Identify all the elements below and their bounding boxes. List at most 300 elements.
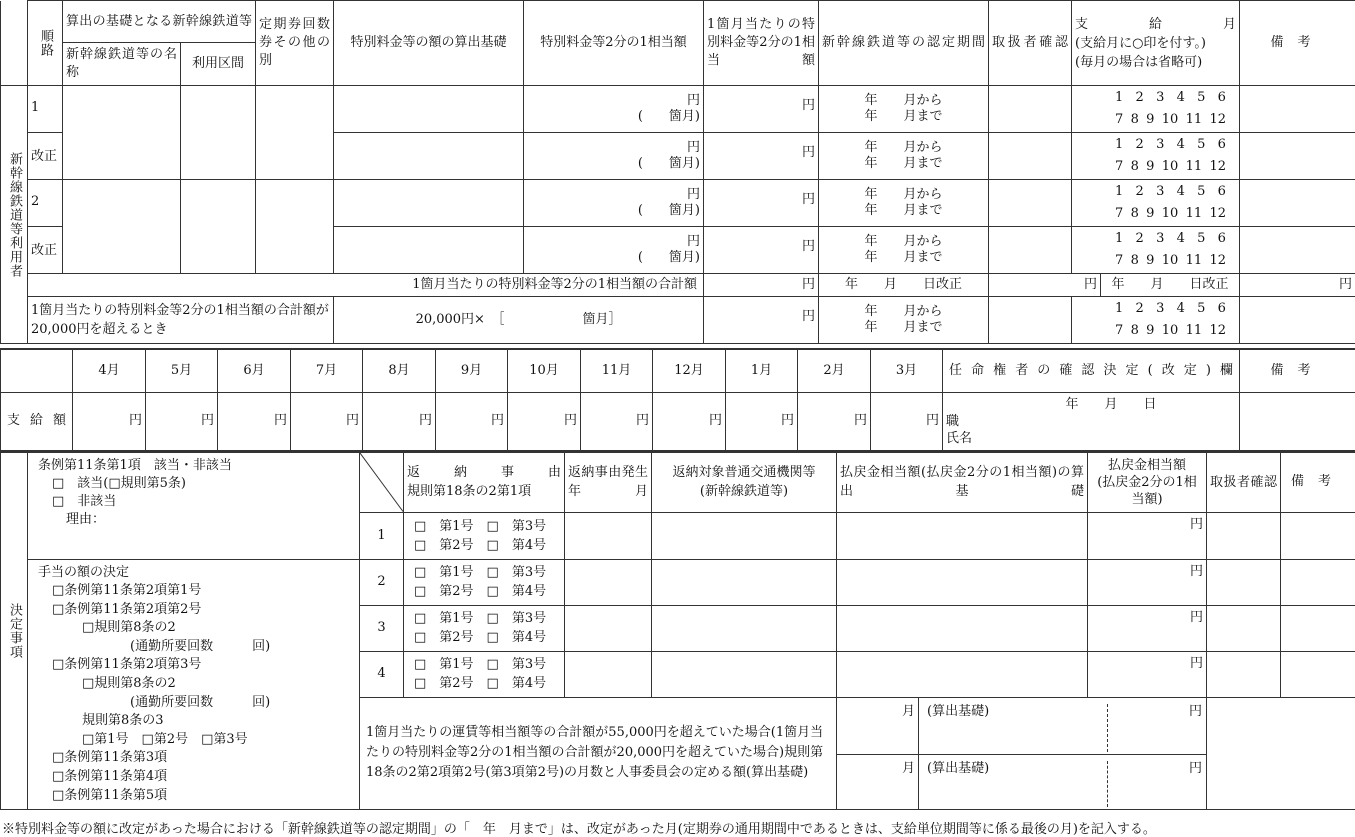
decision-item-12[interactable]: □条例第11条第5項 xyxy=(52,787,168,803)
month-col-9: 9月 xyxy=(436,349,508,392)
yen-label: 円 xyxy=(780,413,794,428)
month-8[interactable]: 8 xyxy=(1130,323,1139,338)
refund-title: 払戻金相当額 xyxy=(1107,457,1186,473)
ticket-type-cell[interactable] xyxy=(256,86,334,180)
yen-label: 円 xyxy=(802,145,816,160)
month-7[interactable]: 7 xyxy=(1115,323,1124,338)
monthly-half-cell[interactable] xyxy=(704,227,819,274)
month-5[interactable]: 5 xyxy=(1197,90,1206,105)
half-amount-cell[interactable] xyxy=(524,133,704,180)
refund-row-no: 4 xyxy=(360,651,404,697)
reason-checkbox-cell[interactable] xyxy=(404,512,565,559)
month-col-8: 8月 xyxy=(363,349,436,392)
decision-handler-cell[interactable] xyxy=(1207,559,1281,605)
yen-label: 円 xyxy=(802,98,816,113)
decision-item-7: (通勤所要回数 回) xyxy=(130,694,271,710)
month-7[interactable]: 7 xyxy=(1115,159,1124,174)
pay-month-cell[interactable] xyxy=(1072,227,1240,274)
checkbox-line-1[interactable]: □ 第1号 □ 第3号 xyxy=(414,611,547,626)
monthly-half-header: 1箇月当たりの特別料金等2分の1相当額 xyxy=(704,1,819,86)
months-row-b xyxy=(1075,109,1236,131)
reason-date-cell[interactable] xyxy=(565,651,652,697)
yen-label: 円 xyxy=(1188,703,1202,719)
month-2[interactable]: 2 xyxy=(1135,137,1144,152)
half-amount-header: 特別料金等2分の1相当額 xyxy=(524,1,704,86)
total-remarks-cell[interactable] xyxy=(1240,274,1355,297)
month-col-3: 3月 xyxy=(871,349,943,392)
refund-basis-cell[interactable] xyxy=(837,651,1088,697)
months-row-b xyxy=(1075,203,1236,225)
decision-item-11[interactable]: □条例第11条第4項 xyxy=(52,769,168,785)
month-10[interactable]: 10 xyxy=(1161,323,1179,338)
art11-title: 条例第11条第1項 該当・非該当 xyxy=(38,458,232,473)
confirm-date: 年 月 日 xyxy=(1065,396,1157,412)
payment-remarks-header: 備考 xyxy=(1240,349,1355,392)
cert-period-header: 新幹線鉄道等の認定期間 xyxy=(819,1,989,86)
month-9[interactable]: 9 xyxy=(1146,323,1155,338)
month-col-2: 2月 xyxy=(798,349,871,392)
to-label: 年 月まで xyxy=(864,250,943,265)
payment-remarks-cell[interactable] xyxy=(1240,392,1355,450)
pay-amount-mar[interactable] xyxy=(871,392,943,450)
month-7[interactable]: 7 xyxy=(1115,112,1124,127)
month-4[interactable]: 4 xyxy=(1176,184,1185,199)
yen-label: 円 xyxy=(1188,761,1202,777)
refund-basis-cell[interactable] xyxy=(837,512,1088,559)
month-col-6: 6月 xyxy=(218,349,291,392)
reason-subtitle: 規則第18条の2第1項 xyxy=(407,484,532,500)
section-header: 利用区間 xyxy=(181,43,256,86)
checkbox-line-1[interactable]: □ 第1号 □ 第3号 xyxy=(414,565,547,580)
yen-label: 円 xyxy=(1189,609,1203,625)
month-6[interactable]: 6 xyxy=(1217,137,1226,152)
target-cell[interactable] xyxy=(652,512,837,559)
month-9[interactable]: 9 xyxy=(1146,159,1155,174)
month-col-4: 4月 xyxy=(73,349,146,392)
yen-label: 円 xyxy=(128,413,142,428)
months-row-b xyxy=(1075,320,1236,342)
checkbox-line-2[interactable]: □ 第2号 □ 第4号 xyxy=(414,630,547,645)
pay-amount-aug[interactable] xyxy=(363,392,436,450)
monthly-half-cell[interactable] xyxy=(704,180,819,227)
yen-label: 円 xyxy=(490,413,504,428)
target-cell[interactable] xyxy=(652,651,837,697)
total-label: 1箇月当たりの特別料金等2分の1相当額の合計額 xyxy=(28,274,704,297)
yen-label: 円 xyxy=(687,187,701,202)
revised-date-label: 年 月 日改正 xyxy=(1111,277,1229,292)
month-10[interactable]: 10 xyxy=(1161,112,1179,127)
kagetsu-label: ( 箇月) xyxy=(637,250,701,265)
cert-period-cell[interactable] xyxy=(819,297,989,344)
over-20000-label: 1箇月当たりの特別料金等2分の1相当額の合計額が20,000円を超えるとき xyxy=(28,297,334,344)
decision-handler-cell[interactable] xyxy=(1207,605,1281,651)
month-12[interactable]: 12 xyxy=(1209,159,1226,174)
month-11[interactable]: 11 xyxy=(1185,112,1203,127)
month-12[interactable]: 12 xyxy=(1209,112,1226,127)
user-side-label: 新幹線鉄道等利用者 xyxy=(1,86,28,344)
from-label: 年 月から xyxy=(864,187,943,202)
checkbox-line-1[interactable]: □ 第1号 □ 第3号 xyxy=(414,657,547,672)
route-cell: 1 xyxy=(28,86,63,133)
month-10[interactable]: 10 xyxy=(1161,253,1179,268)
payment-table xyxy=(0,348,1355,451)
handler-cell[interactable] xyxy=(989,297,1072,344)
calc-basis-cell[interactable] xyxy=(334,227,524,274)
decision-handler-cell[interactable] xyxy=(1207,651,1281,697)
pay-month-note2: (毎月の場合は省略可) xyxy=(1075,54,1203,70)
month-8[interactable]: 8 xyxy=(1130,112,1139,127)
months-row-b xyxy=(1075,156,1236,178)
reason-date-cell[interactable] xyxy=(565,512,652,559)
month-9[interactable]: 9 xyxy=(1146,112,1155,127)
decision-table xyxy=(0,451,1355,810)
reason-header xyxy=(404,452,565,512)
month-1[interactable]: 1 xyxy=(1115,231,1124,246)
half-amount-cell[interactable] xyxy=(524,86,704,133)
month-label: 月 xyxy=(901,761,915,777)
month-4[interactable]: 4 xyxy=(1176,90,1185,105)
decision-item-3[interactable]: □規則第8条の2 xyxy=(82,620,176,636)
months-row-a xyxy=(1075,228,1236,250)
refund-basis-header: 払戻金相当額(払戻金2分の1相当額)の算出基礎 xyxy=(837,452,1088,512)
confirm-header: 任命権者の確認決定(改定)欄 xyxy=(943,349,1240,392)
pay-amount-nov[interactable] xyxy=(581,392,653,450)
decision-remarks-cell[interactable] xyxy=(1281,559,1355,605)
pay-amount-apr[interactable] xyxy=(73,392,146,450)
remarks-cell[interactable] xyxy=(1240,227,1355,274)
ticket-type-cell[interactable] xyxy=(256,180,334,274)
reason-title: 返納事由 xyxy=(407,465,561,481)
pay-month-cell[interactable] xyxy=(1072,180,1240,227)
over-calc-basis-cell[interactable] xyxy=(919,755,1207,810)
month-11[interactable]: 11 xyxy=(1185,253,1203,268)
refund-amount-cell[interactable] xyxy=(1088,651,1207,697)
decision-item-10[interactable]: □条例第11条第3項 xyxy=(52,750,168,766)
pay-amount-oct[interactable] xyxy=(508,392,581,450)
art11-block xyxy=(28,452,360,559)
refund-row-no: 1 xyxy=(360,512,404,559)
pay-month-cell[interactable] xyxy=(1072,133,1240,180)
months-row-a xyxy=(1075,298,1236,320)
cert-period-cell[interactable] xyxy=(819,133,989,180)
over-month-cell[interactable] xyxy=(837,697,919,755)
decision-handler-header: 取扱者確認 xyxy=(1207,452,1281,512)
decision-title: 手当の額の決定 xyxy=(38,564,130,580)
month-9[interactable]: 9 xyxy=(1146,253,1155,268)
month-5[interactable]: 5 xyxy=(1197,184,1206,199)
month-2[interactable]: 2 xyxy=(1135,231,1144,246)
month-10[interactable]: 10 xyxy=(1161,206,1179,221)
month-1[interactable]: 1 xyxy=(1115,301,1124,316)
remarks-cell[interactable] xyxy=(1240,133,1355,180)
month-5[interactable]: 5 xyxy=(1197,301,1206,316)
pay-amount-dec[interactable] xyxy=(653,392,726,450)
name-header: 新幹線鉄道等の名称 xyxy=(63,43,181,86)
month-3[interactable]: 3 xyxy=(1156,301,1165,316)
checkbox-line-2[interactable]: □ 第2号 □ 第4号 xyxy=(414,676,547,691)
yen-label: 円 xyxy=(345,413,359,428)
decision-remarks-cell[interactable] xyxy=(1281,605,1355,651)
refund-subtitle: (払戻金2分の1相当額) xyxy=(1097,474,1197,507)
confirm-cell[interactable] xyxy=(943,392,1240,450)
handler-cell[interactable] xyxy=(989,227,1072,274)
diagonal-line xyxy=(360,453,403,512)
yen-label: 円 xyxy=(687,140,701,155)
pay-amount-may[interactable] xyxy=(146,392,218,450)
reason-date-cell[interactable] xyxy=(565,605,652,651)
shinkansen-user-table xyxy=(0,0,1355,344)
yen-label: 円 xyxy=(1189,655,1203,671)
to-label: 年 月まで xyxy=(864,203,943,218)
pay-month-title: 支給月 xyxy=(1075,16,1237,32)
line-name-cell[interactable] xyxy=(63,86,181,180)
handler-cell[interactable] xyxy=(989,86,1072,133)
month-12[interactable]: 12 xyxy=(1209,323,1226,338)
ticket-type-header: 定期券回数券その他の別 xyxy=(256,1,334,86)
month-5[interactable]: 5 xyxy=(1197,137,1206,152)
pay-month-note1: (支給月に○印を付す。) xyxy=(1075,35,1206,51)
kagetsu-label: ( 箇月) xyxy=(637,203,701,218)
line-section-cell[interactable] xyxy=(181,180,256,274)
yen-label: 円 xyxy=(687,93,701,108)
over-calc-basis-cell[interactable] xyxy=(919,697,1207,755)
remarks-header: 備考 xyxy=(1240,1,1355,86)
yen-label: 円 xyxy=(1189,563,1203,579)
art11-yes-checkbox[interactable]: □ 該当(□規則第5条) xyxy=(52,476,186,491)
months-row-a xyxy=(1075,134,1236,156)
kagetsu-label: ( 箇月) xyxy=(637,156,701,171)
pay-amount-jul[interactable] xyxy=(291,392,363,450)
handler-cell[interactable] xyxy=(989,180,1072,227)
decision-item-1[interactable]: □条例第11条第2項第1号 xyxy=(52,583,202,599)
reason-checkbox-cell[interactable] xyxy=(404,651,565,697)
month-6[interactable]: 6 xyxy=(1217,301,1226,316)
target-cell[interactable] xyxy=(652,559,837,605)
pay-amount-feb[interactable] xyxy=(798,392,871,450)
decision-side-label: 決定事項 xyxy=(1,452,28,810)
yen-label: 円 xyxy=(802,309,816,324)
checkbox-line-1[interactable]: □ 第1号 □ 第3号 xyxy=(414,518,547,534)
decision-item-5[interactable]: □条例第11条第2項第3号 xyxy=(52,657,202,673)
revision-cell: 改正 xyxy=(28,133,63,180)
refund-amount-cell[interactable] xyxy=(1088,605,1207,651)
decision-remarks-cell[interactable] xyxy=(1281,651,1355,697)
reason-date-cell[interactable] xyxy=(565,559,652,605)
to-label: 年 月まで xyxy=(864,109,943,124)
month-col-5: 5月 xyxy=(146,349,218,392)
remarks-cell[interactable] xyxy=(1240,180,1355,227)
pay-amount-sep[interactable] xyxy=(436,392,508,450)
calc-basis-header: 特別料金等の額の算出基礎 xyxy=(334,1,524,86)
route-header: 順路 xyxy=(28,1,63,86)
cert-period-cell[interactable] xyxy=(819,86,989,133)
calc-basis-cell[interactable] xyxy=(334,86,524,133)
corner-cell xyxy=(1,1,28,86)
month-3[interactable]: 3 xyxy=(1156,137,1165,152)
basis-header: 算出の基礎となる新幹線鉄道等 xyxy=(63,1,256,43)
month-1[interactable]: 1 xyxy=(1115,137,1124,152)
yen-label: 円 xyxy=(687,234,701,249)
cert-period-cell[interactable] xyxy=(819,180,989,227)
footnote: ※特別料金等の額に改定があった場合における「新幹線鉄道等の認定期間」の「 年 月まで」は、改定があった月(定期券の通用期間中であるときは、支給単位期間等に係る最後の月)を記入する。 xyxy=(2,822,1156,837)
month-1[interactable]: 1 xyxy=(1115,90,1124,105)
month-4[interactable]: 4 xyxy=(1176,231,1185,246)
month-11[interactable]: 11 xyxy=(1185,206,1203,221)
month-7[interactable]: 7 xyxy=(1115,206,1124,221)
over-20000-formula[interactable]: 20,000円× ［ 箇月］ xyxy=(334,297,704,344)
month-8[interactable]: 8 xyxy=(1130,253,1139,268)
refund-row-no: 3 xyxy=(360,605,404,651)
yen-label: 円 xyxy=(802,239,816,254)
checkbox-line-2[interactable]: □ 第2号 □ 第4号 xyxy=(414,537,547,553)
decision-block xyxy=(28,559,360,810)
reason-label: 理由： xyxy=(66,512,106,527)
reason-date-header: 返納事由発生年月 xyxy=(565,452,652,512)
revision-cell: 改正 xyxy=(28,227,63,274)
pay-month-header xyxy=(1072,1,1240,86)
month-8[interactable]: 8 xyxy=(1130,206,1139,221)
pay-month-cell[interactable] xyxy=(1072,86,1240,133)
target-header xyxy=(652,452,837,512)
decision-remarks-header: 備考 xyxy=(1281,452,1355,512)
month-11[interactable]: 11 xyxy=(1185,323,1203,338)
yen-label: 円 xyxy=(802,192,816,207)
to-label: 年 月まで xyxy=(864,156,943,171)
decision-item-2[interactable]: □条例第11条第2項第2号 xyxy=(52,601,202,617)
month-3[interactable]: 3 xyxy=(1156,90,1165,105)
pay-month-cell[interactable] xyxy=(1072,297,1240,344)
calc-basis-cell[interactable] xyxy=(334,180,524,227)
month-11[interactable]: 11 xyxy=(1185,159,1203,174)
monthly-half-cell[interactable] xyxy=(704,86,819,133)
yen-label: 円 xyxy=(925,413,939,428)
reason-checkbox-cell[interactable] xyxy=(404,605,565,651)
month-3[interactable]: 3 xyxy=(1156,184,1165,199)
month-3[interactable]: 3 xyxy=(1156,231,1165,246)
month-1[interactable]: 1 xyxy=(1115,184,1124,199)
remarks-cell[interactable] xyxy=(1240,86,1355,133)
month-8[interactable]: 8 xyxy=(1130,159,1139,174)
kagetsu-label: ( 箇月) xyxy=(637,109,701,124)
target-title: 返納対象普通交通機関等 xyxy=(672,465,816,481)
half-amount-cell[interactable] xyxy=(524,227,704,274)
payment-corner xyxy=(1,349,73,392)
cert-period-cell[interactable] xyxy=(819,227,989,274)
diagonal-corner xyxy=(360,452,404,512)
refund-amount-cell[interactable] xyxy=(1088,559,1207,605)
yen-label: 円 xyxy=(1339,277,1353,292)
art11-no-checkbox[interactable]: □ 非該当 xyxy=(52,494,117,509)
refund-basis-cell[interactable] xyxy=(837,559,1088,605)
over-month-cell[interactable] xyxy=(837,755,919,810)
decision-remarks-cell[interactable] xyxy=(1281,512,1355,559)
month-2[interactable]: 2 xyxy=(1135,184,1144,199)
month-label: 月 xyxy=(901,703,915,719)
route-cell: 2 xyxy=(28,180,63,227)
line-section-cell[interactable] xyxy=(181,86,256,180)
pay-amount-jun[interactable] xyxy=(218,392,291,450)
month-4[interactable]: 4 xyxy=(1176,301,1185,316)
confirm-name: 氏名 xyxy=(946,430,973,446)
over-55000-text: 1箇月当たりの運賃等相当額等の合計額が55,000円を超えていた場合(1箇月当たりの特別料金等2分の1相当額の合計額が20,000円を超えていた場合)規則第18条の2第2項第2号(第3項第2号)の月数と人事委員会の定める額(算出基礎) xyxy=(360,697,837,810)
yen-label: 円 xyxy=(635,413,649,428)
month-5[interactable]: 5 xyxy=(1197,231,1206,246)
target-cell[interactable] xyxy=(652,605,837,651)
pay-amount-jan[interactable] xyxy=(726,392,798,450)
from-label: 年 月から xyxy=(864,234,943,249)
month-2[interactable]: 2 xyxy=(1135,301,1144,316)
yen-label: 円 xyxy=(708,413,722,428)
over-blank-cell xyxy=(1207,697,1355,755)
revision-date-cell[interactable] xyxy=(819,274,989,297)
decision-item-9[interactable]: □第1号 □第2号 □第3号 xyxy=(82,731,248,747)
monthly-half-cell[interactable] xyxy=(704,133,819,180)
yen-label: 円 xyxy=(273,413,287,428)
month-7[interactable]: 7 xyxy=(1115,253,1124,268)
revised-amount-cell[interactable] xyxy=(989,274,1240,297)
month-6[interactable]: 6 xyxy=(1217,184,1226,199)
decision-item-4: (通勤所要回数 回) xyxy=(130,638,271,654)
to-label: 年 月まで xyxy=(864,320,943,335)
decision-item-8: 規則第8条の3 xyxy=(82,713,164,729)
months-row-a xyxy=(1075,181,1236,203)
month-9[interactable]: 9 xyxy=(1146,206,1155,221)
month-6[interactable]: 6 xyxy=(1217,231,1226,246)
month-6[interactable]: 6 xyxy=(1217,90,1226,105)
reason-checkbox-cell[interactable] xyxy=(404,559,565,605)
yen-label: 円 xyxy=(563,413,577,428)
months-row-a xyxy=(1075,87,1236,109)
confirm-post: 職 xyxy=(946,413,960,429)
month-col-10: 10月 xyxy=(508,349,581,392)
from-label: 年 月から xyxy=(864,93,943,108)
month-col-12: 12月 xyxy=(653,349,726,392)
remarks-cell[interactable] xyxy=(1240,297,1355,344)
refund-amount-cell[interactable] xyxy=(1088,512,1207,559)
total-amount-cell[interactable] xyxy=(704,274,819,297)
from-label: 年 月から xyxy=(864,140,943,155)
refund-basis-cell[interactable] xyxy=(837,605,1088,651)
over-amount-cell[interactable] xyxy=(704,297,819,344)
checkbox-line-2[interactable]: □ 第2号 □ 第4号 xyxy=(414,584,547,599)
handler-cell[interactable] xyxy=(989,133,1072,180)
month-4[interactable]: 4 xyxy=(1176,137,1185,152)
target-subtitle: (新幹線鉄道等) xyxy=(699,484,789,500)
handler-header: 取扱者確認 xyxy=(989,1,1072,86)
refund-row-no: 2 xyxy=(360,559,404,605)
yen-label: 円 xyxy=(853,413,867,428)
calc-basis-label: (算出基礎) xyxy=(919,761,1108,807)
calc-basis-label: (算出基礎) xyxy=(919,704,1108,752)
yen-label: 円 xyxy=(1189,516,1203,532)
half-amount-cell[interactable] xyxy=(524,180,704,227)
line-name-cell[interactable] xyxy=(63,180,181,274)
months-row-b xyxy=(1075,250,1236,272)
decision-item-6[interactable]: □規則第8条の2 xyxy=(82,676,176,692)
calc-basis-cell[interactable] xyxy=(334,133,524,180)
month-12[interactable]: 12 xyxy=(1209,206,1226,221)
over-blank-cell xyxy=(1207,755,1355,810)
month-col-1: 1月 xyxy=(726,349,798,392)
yen-label: 円 xyxy=(418,413,432,428)
decision-handler-cell[interactable] xyxy=(1207,512,1281,559)
month-12[interactable]: 12 xyxy=(1209,253,1226,268)
yen-label: 円 xyxy=(989,274,1101,296)
month-2[interactable]: 2 xyxy=(1135,90,1144,105)
pay-amount-label: 支給額 xyxy=(1,392,73,450)
from-label: 年 月から xyxy=(864,304,943,319)
month-10[interactable]: 10 xyxy=(1161,159,1179,174)
